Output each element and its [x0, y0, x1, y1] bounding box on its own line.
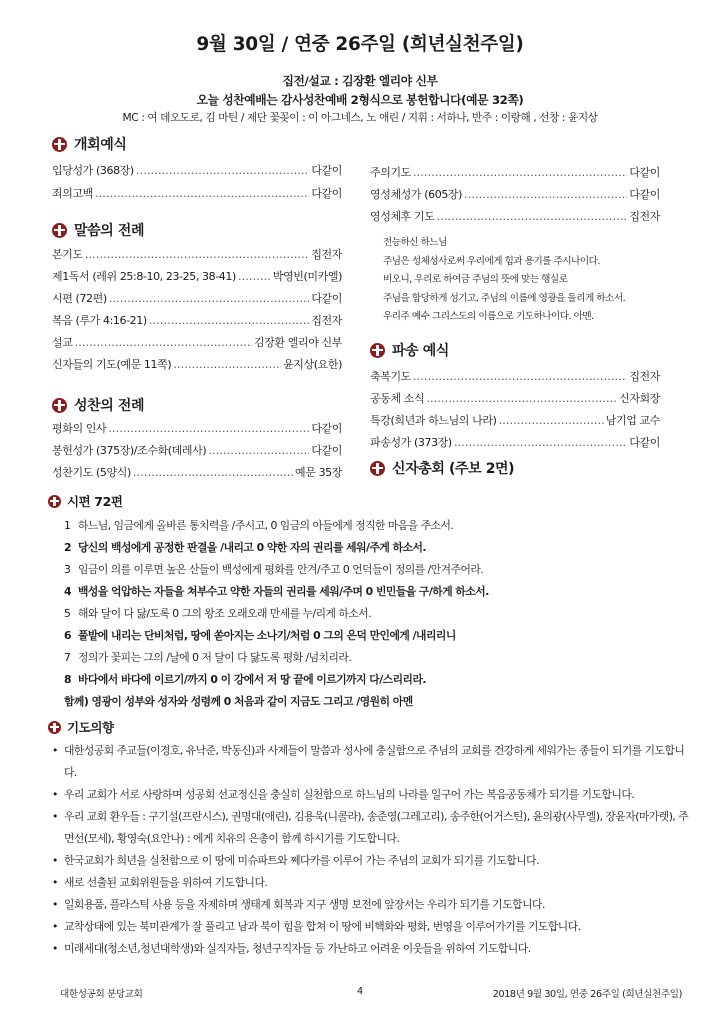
cross-icon	[52, 137, 67, 152]
section-word	[52, 220, 144, 240]
page-title: 9월 30일 / 연중 26주일 (희년실천주일)	[196, 34, 524, 55]
list-item: • 교착상태에 있는 북미관계가 잘 풀리고 남과 북이 힘을 합쳐 이 땅에 비핵화와 평화, 번영을 이루어가기를 기도합니다.	[52, 916, 692, 938]
list-item: 평화의 인사 …………………………………………………………………………………………………………………………………………………… 다같이	[52, 420, 342, 436]
section-dismissal	[370, 340, 449, 360]
section-intercessions	[48, 718, 114, 736]
list-item: 복음 (루가 4:16-21) …………………………………………………………………………………………………………………………………………………… 집전자	[52, 312, 342, 328]
psalm-verse: 5 해와 달이 다 닳/도록 0 그의 왕조 오래오래 만세를 누/리게 하소서.	[64, 607, 372, 620]
footer-church: 대한성공회 분당교회	[60, 989, 143, 1000]
section-title: 파송 예식	[392, 343, 449, 359]
psalm-verse: 6 풀밭에 내리는 단비처럼, 땅에 쏟아지는 소나기/처럼 0 그의 은덕 만인에게 /내리리니	[64, 629, 456, 642]
section-assembly	[370, 458, 514, 478]
psalm-verse: 3 임금이 의를 이루면 높은 산들이 백성에게 평화를 안겨/주고 0 언덕들이 정의를 /안겨주어라.	[64, 563, 484, 576]
list-item: • 미래세대(청소년,청년대학생)와 실직자들, 청년구직자들 등 가난하고 어려운 이웃들을 위하여 기도합니다.	[52, 938, 692, 960]
ministers-line: MC : 여 데오도로, 김 마틴 / 제단 꽃꽂이 : 이 아그네스, 노 애린 / 지휘 : 서하나, 반주 : 이랑해 , 선창 : 윤지상	[122, 112, 598, 124]
psalm-verse: 7 정의가 꽃피는 그의 /날에 0 저 달이 다 닳도록 평화 /넘치리라.	[64, 651, 352, 664]
list-item: 봉헌성가 (375장)/조수화(데레사) …………………………………………………………………………………………………………………………………………………… 다같이	[52, 442, 342, 458]
psalm-gloria: 함께) 영광이 성부와 성자와 성령께 0 처음과 같이 지금도 그리고 /영원히 아멘	[64, 695, 413, 708]
list-item: 주의기도 …………………………………………………………………………………………………………………………………………………… 다같이	[370, 164, 660, 180]
list-item: • 일회용품, 플라스틱 사용 등을 자제하며 생태계 회복과 지구 생명 보전에 앞장서는 우리가 되기를 기도합니다.	[52, 894, 692, 916]
cross-icon	[52, 223, 67, 238]
celebrant-line: 집전/설교 : 김장환 엘리야 신부	[282, 74, 438, 88]
list-item: 시편 (72편) …………………………………………………………………………………………………………………………………………………… 다같이	[52, 290, 342, 306]
section-psalm	[48, 492, 123, 510]
list-item: 신자들의 기도(예문 11쪽) …………………………………………………………………………………………………………………………………………………… 윤지상(요한)	[52, 356, 342, 372]
list-item: 축복기도 …………………………………………………………………………………………………………………………………………………… 집전자	[370, 368, 660, 384]
list-item: • 한국교회가 희년을 실천함으로 이 땅에 미슈파트와 쩨다카를 이루어 가는 주님의 교회가 되기를 기도합니다.	[52, 850, 692, 872]
list-item: 영성체성가 (605장) …………………………………………………………………………………………………………………………………………………… 다같이	[370, 186, 660, 202]
list-item: 공동체 소식 …………………………………………………………………………………………………………………………………………………… 신자회장	[370, 390, 660, 406]
list-item: • 우리 교회 환우들 : 구기설(프란시스), 권명대(애린), 김용욱(니콜라), 송준영(그레고리), 송주한(어거스틴), 윤의광(사무엘), 장윤자(마가렛), 주면선(모세), 황영숙(요안나) : 에게 치유의 은총이 함께 하시기를 기도합니다.	[52, 806, 692, 850]
cross-icon	[370, 461, 385, 476]
list-item: 파송성가 (373장) …………………………………………………………………………………………………………………………………………………… 다같이	[370, 434, 660, 450]
section-eucharist	[52, 395, 144, 415]
cross-icon	[370, 343, 385, 358]
list-item: 입당성가 (368장) …………………………………………………………………………………………………………………………………………………… 다같이	[52, 162, 342, 178]
list-item: • 우리 교회가 서로 사랑하며 성공회 선교정신을 충실히 실천함으로 하느님의 나라를 일구어 가는 복음공동체가 되기를 기도합니다.	[52, 784, 692, 806]
footer-date: 2018년 9월 30일, 연중 26주일 (희년실천주일)	[492, 989, 682, 1000]
section-title: 신자총회 (주보 2면)	[392, 461, 515, 477]
psalm-verse: 1 하느님, 임금에게 올바른 통치력을 /주시고, 0 임금의 아들에게 정직한 마음을 주소서.	[64, 519, 454, 532]
psalm-verse: 4 백성을 억압하는 자들을 쳐부수고 약한 자들의 권리를 세워/주며 0 빈민들을 구/하게 하소서.	[64, 585, 489, 598]
notice-line: 오늘 성찬예배는 감사성찬예배 2형식으로 봉헌합니다(예문 32쪽)	[196, 93, 524, 107]
cross-icon	[48, 495, 61, 508]
list-item: 특강(희년과 하느님의 나라) …………………………………………………………………………………………………………………………………………………… 남기업 교수	[370, 412, 660, 428]
psalm-verse: 2 당신의 백성에게 공정한 판결을 /내리고 0 약한 자의 권리를 세워/주게 하소서.	[64, 541, 426, 554]
section-title: 말씀의 전례	[74, 223, 145, 239]
list-item: 죄의고백 …………………………………………………………………………………………………………………………………………………… 다같이	[52, 185, 342, 201]
list-item: 제1독서 (레위 25:8-10, 23-25, 38-41) …………………………………………………………………………………………………………………………………………………… 박영빈(미카엘)	[52, 268, 342, 284]
section-title: 기도의향	[67, 720, 114, 735]
list-item: • 새로 선출된 교회위원들을 위하여 기도합니다.	[52, 872, 692, 894]
cross-icon	[48, 721, 61, 734]
list-item: 설교 …………………………………………………………………………………………………………………………………………………… 김장환 엘리야 신부	[52, 334, 342, 350]
section-title: 시편 72편	[67, 494, 123, 509]
psalm-verse: 8 바다에서 바다에 이르기/까지 0 이 강에서 저 땅 끝에 이르기까지 다/스리리라.	[64, 673, 426, 686]
list-item: 본기도 …………………………………………………………………………………………………………………………………………………… 집전자	[52, 246, 342, 262]
post-communion-prayer: 전능하신 하느님 주님은 성체성사로써 우리에게 힘과 용기를 주시나이다. 비오니, 우리로 하여금 주님의 뜻에 맞는 행실로 주님을 합당하게 섬기고, 주님의 이름에 영광을 돌리게 하소서. 우리주 예수 그리스도의 이름으로 기도하나이다. 아멘.	[383, 237, 626, 322]
section-opening	[52, 134, 127, 154]
list-item: 영성체후 기도 …………………………………………………………………………………………………………………………………………………… 집전자	[370, 208, 660, 224]
list-item: • 대한성공회 주교들(이경호, 유낙준, 박동신)과 사제들이 말씀과 성사에 충실함으로 주님의 교회를 건강하게 세워가는 종들이 되기를 기도합니다.	[52, 740, 692, 784]
section-title: 개회예식	[74, 137, 127, 153]
footer-page-number: 4	[357, 986, 363, 997]
section-title: 성찬의 전례	[74, 398, 145, 414]
list-item: 성찬기도 (5양식) …………………………………………………………………………………………………………………………………………………… 예문 35장	[52, 464, 342, 480]
cross-icon	[52, 398, 67, 413]
